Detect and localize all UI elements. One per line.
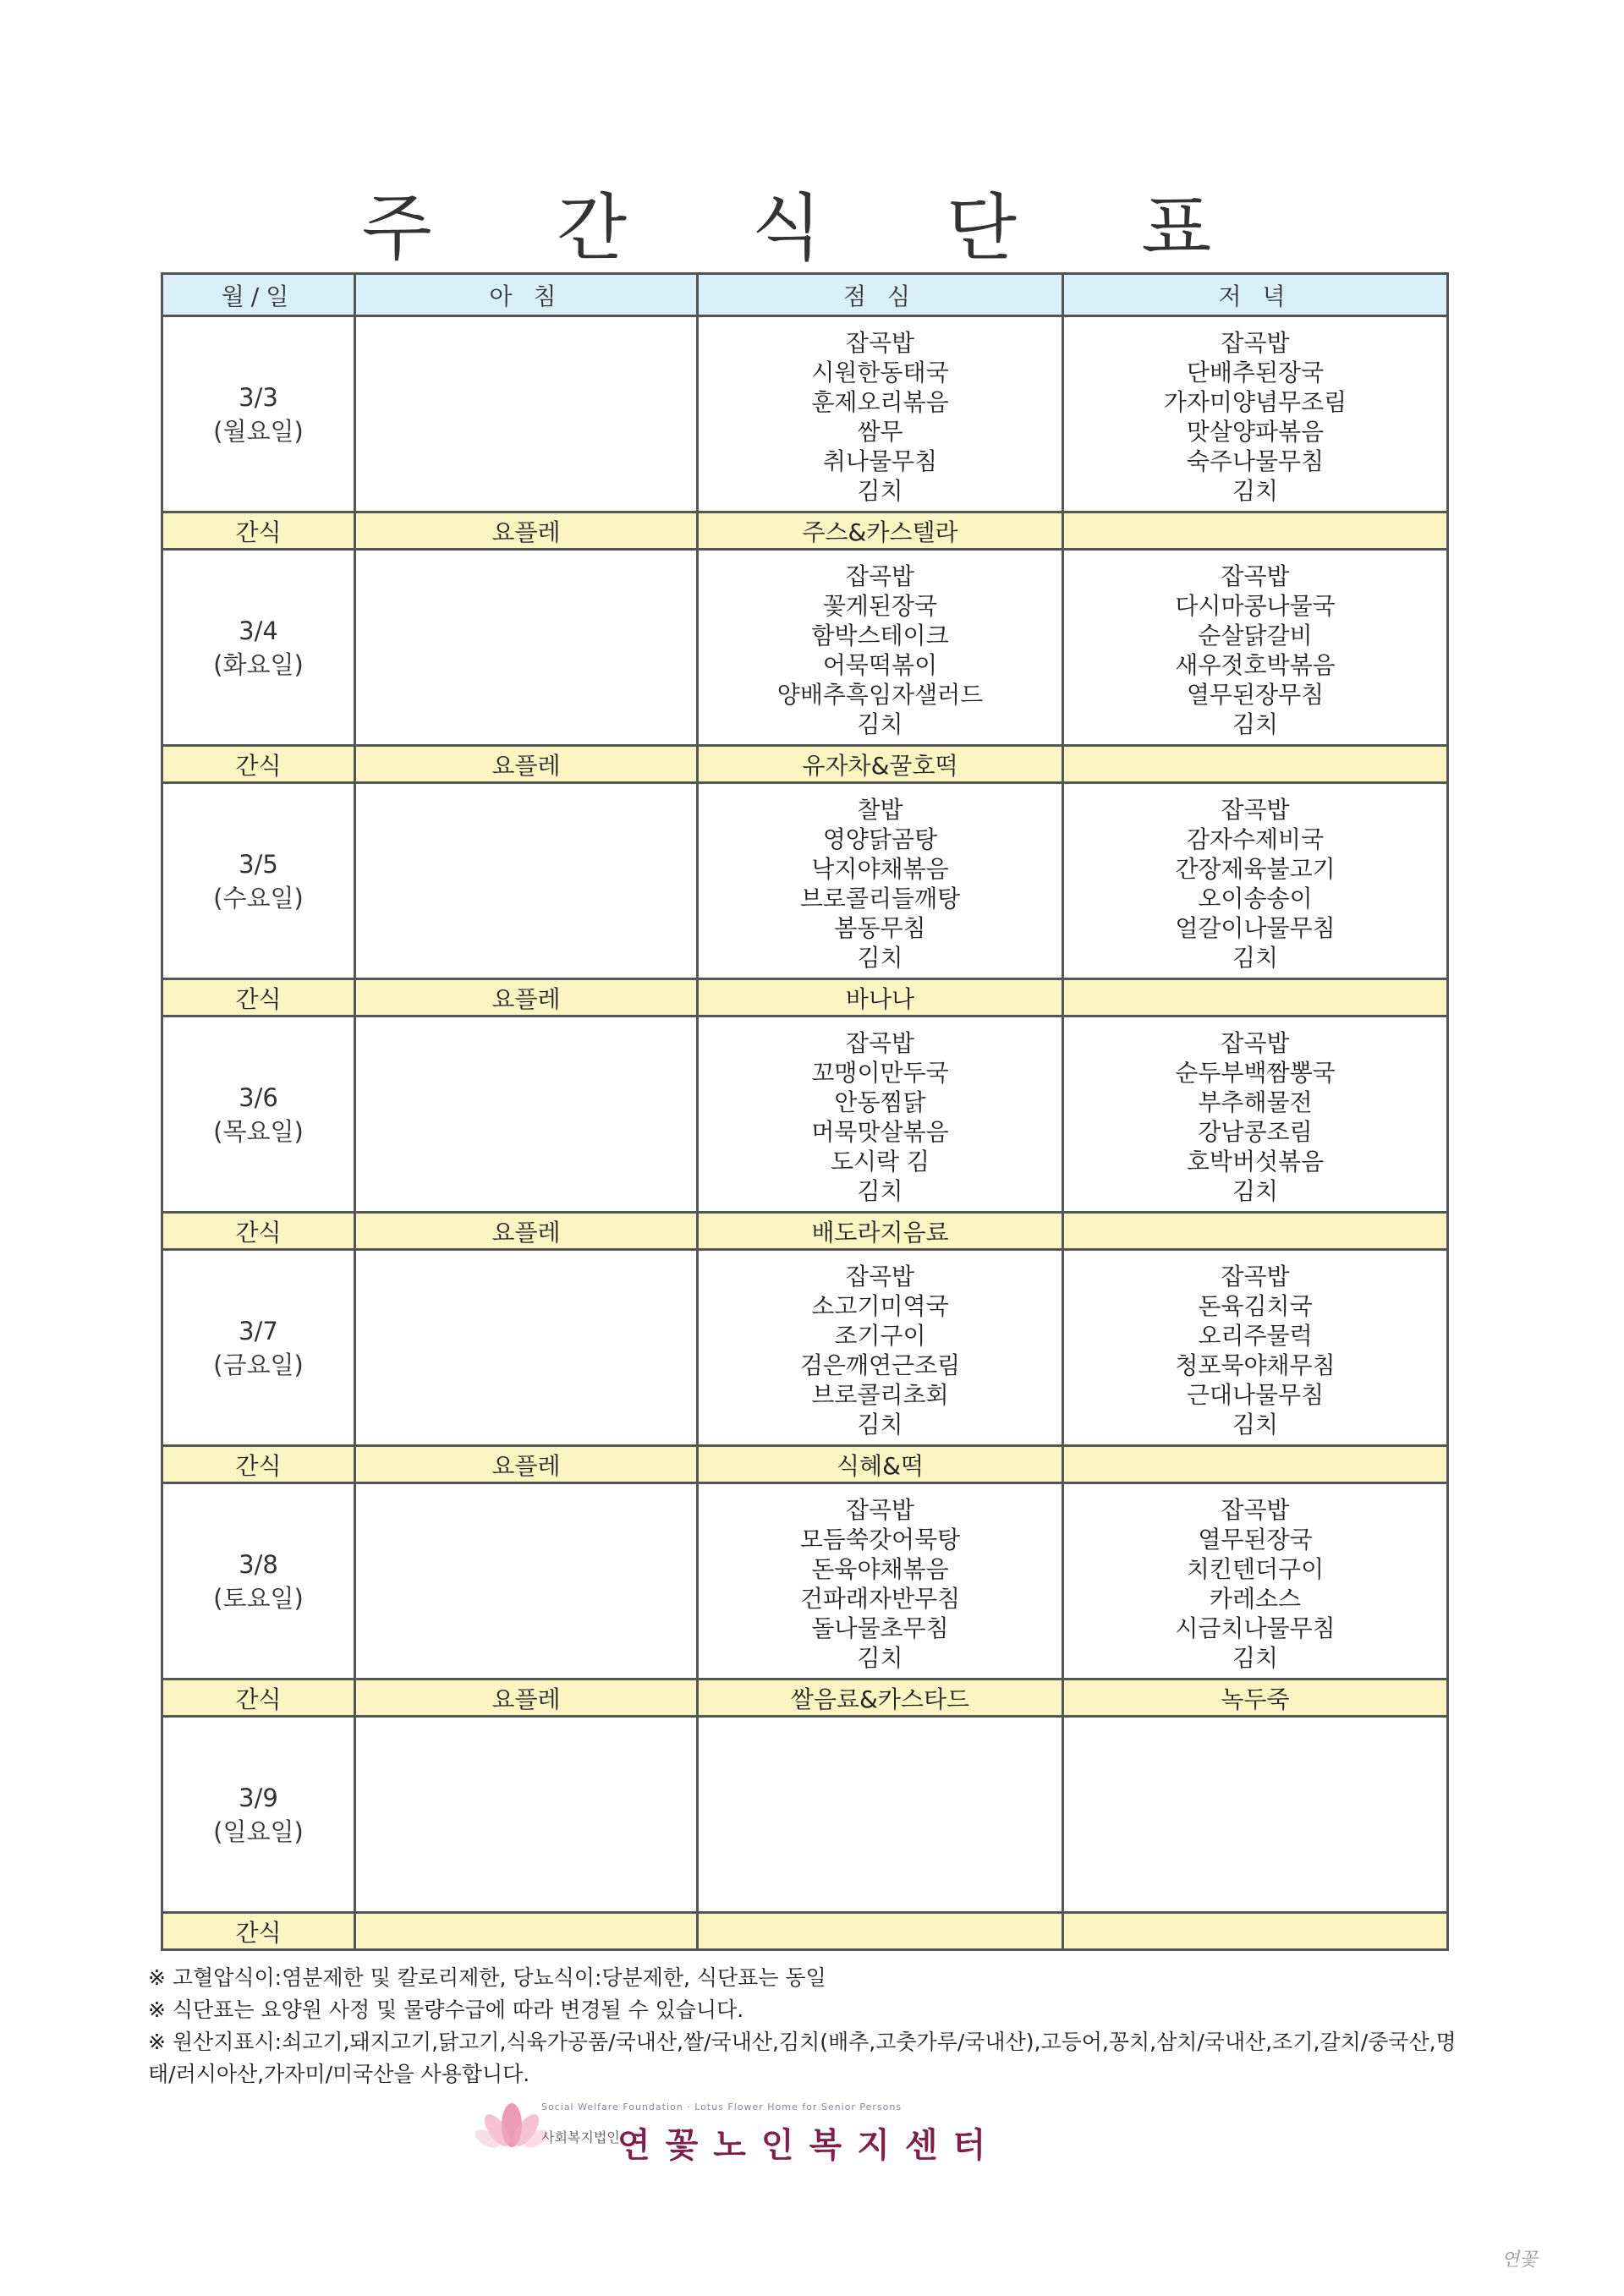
lunch-cell [698,1250,1063,1446]
dinner-dish: 새우젓호박볶음 [1175,650,1336,679]
snack-row [162,746,1448,783]
breakfast-cell [355,783,698,979]
dinner-dish: 가자미양념무조림 [1163,387,1347,416]
lunch-dish: 브로콜리초회 [811,1380,949,1409]
dinner-dish: 호박버섯볶음 [1186,1147,1325,1175]
snack-lunch: 유자차&꿀호떡 [698,746,1063,783]
page-title: 주 간 식 단 표 [361,186,1263,271]
snack-dinner [1063,512,1448,550]
snack-dinner [1063,1446,1448,1483]
day-date: 3/9 [239,1783,278,1812]
snack-row [162,1913,1448,1950]
dinner-cell [1063,783,1448,979]
dinner-cell [1063,316,1448,512]
dinner-cell [1063,1016,1448,1213]
snack-breakfast: 요플레 [355,746,698,783]
header-dinner: 저 녁 [1063,274,1448,316]
snack-row [162,512,1448,550]
lunch-dish: 취나물무침 [822,447,938,475]
dinner-dish: 잡곡밥 [1221,1262,1290,1290]
breakfast-cell [355,1250,698,1446]
day-date: 3/6 [239,1082,278,1112]
snack-label: 간식 [162,746,355,783]
table-header-row [162,274,1448,316]
dinner-dish: 잡곡밥 [1221,795,1290,824]
dinner-dish: 청포묵야채무침 [1175,1351,1336,1379]
snack-breakfast: 요플레 [355,512,698,550]
lunch-cell [698,1483,1063,1680]
dinner-dish: 잡곡밥 [1221,1495,1290,1524]
snack-row [162,979,1448,1016]
lunch-dish: 조기구이 [834,1321,926,1350]
notes [148,1962,1468,2091]
day-weekday: (토요일) [213,1583,304,1613]
lunch-dish: 머묵맛살볶음 [811,1117,949,1146]
lunch-dish: 돈육야채볶음 [811,1554,949,1583]
dinner-dish: 부추해물전 [1198,1088,1313,1116]
dinner-dish: 치킨텐더구이 [1186,1554,1325,1583]
day-weekday: (목요일) [213,1116,304,1146]
header-day: 월/일 [162,274,355,316]
dinner-dish: 돈육김치국 [1198,1291,1313,1320]
breakfast-cell [355,1717,698,1913]
lunch-dish: 김치 [857,476,903,505]
dinner-dish: 얼갈이나물무침 [1175,913,1336,942]
dinner-dish: 열무된장무침 [1186,680,1325,709]
dinner-dish: 잡곡밥 [1221,1028,1290,1057]
dinner-dish: 순살닭갈비 [1198,621,1313,649]
day-row [162,783,1448,979]
dinner-dish: 근대나물무침 [1186,1380,1325,1409]
day-date: 3/3 [239,382,278,412]
snack-dinner [1063,746,1448,783]
lunch-dish: 꼬맹이만두국 [811,1058,949,1087]
snack-dinner [1063,979,1448,1016]
dinner-cell [1063,1250,1448,1446]
lunch-dish: 돌나물초무침 [811,1614,949,1642]
dinner-dish: 단배추된장국 [1186,358,1325,386]
snack-breakfast [355,1913,698,1950]
lunch-dish: 잡곡밥 [845,1262,915,1290]
lunch-dish: 영양닭곰탕 [822,825,938,853]
lunch-cell [698,550,1063,746]
dinner-dish: 김치 [1232,1410,1279,1438]
snack-row [162,1680,1448,1717]
dinner-dish: 김치 [1232,710,1279,738]
snack-lunch: 주스&카스텔라 [698,512,1063,550]
lunch-dish: 훈제오리볶음 [811,387,949,416]
dinner-dish: 맛살양파볶음 [1186,417,1325,446]
snack-dinner [1063,1913,1448,1950]
snack-dinner [1063,1213,1448,1250]
day-cell [162,1250,355,1446]
dinner-dish: 김치 [1232,1643,1279,1672]
snack-lunch: 쌀음료&카스타드 [698,1680,1063,1717]
dinner-cell [1063,1717,1448,1913]
snack-label: 간식 [162,1680,355,1717]
snack-lunch [698,1913,1063,1950]
lunch-dish: 어묵떡볶이 [822,650,938,679]
day-date: 3/7 [239,1316,278,1345]
lunch-dish: 봄동무침 [834,913,926,942]
dinner-dish: 열무된장국 [1198,1525,1313,1553]
header-lunch: 점 심 [698,274,1063,316]
snack-row [162,1446,1448,1483]
dinner-dish: 순두부백짬뽕국 [1175,1058,1336,1087]
lunch-dish: 김치 [857,943,903,972]
lunch-dish: 잡곡밥 [845,1495,915,1524]
breakfast-cell [355,316,698,512]
snack-lunch: 배도라지음료 [698,1213,1063,1250]
breakfast-cell [355,1016,698,1213]
dinner-dish: 간장제육불고기 [1175,854,1336,883]
note-diet: ※ 고혈압식이:염분제한 및 칼로리제한, 당뇨식이:당분제한, 식단표는 동일 [148,1965,826,1990]
snack-breakfast: 요플레 [355,1213,698,1250]
lunch-dish: 함박스테이크 [811,621,949,649]
lunch-dish: 김치 [857,1410,903,1438]
snack-label: 간식 [162,979,355,1016]
day-date: 3/8 [239,1549,278,1579]
lunch-dish: 안동찜닭 [834,1088,926,1116]
lunch-dish: 김치 [857,710,903,738]
dinner-dish: 다시마콩나물국 [1175,591,1336,620]
dinner-dish: 시금치나물무침 [1175,1614,1336,1642]
lunch-cell [698,316,1063,512]
dinner-dish: 오이송송이 [1198,884,1313,912]
dinner-dish: 잡곡밥 [1221,562,1290,590]
dinner-dish: 오리주물럭 [1198,1321,1313,1350]
lunch-dish: 낙지야채볶음 [811,854,949,883]
lunch-dish: 시원한동태국 [811,358,949,386]
lunch-dish: 모듬쑥갓어묵탕 [799,1525,961,1553]
day-weekday: (수요일) [213,883,304,912]
snack-label: 간식 [162,1913,355,1950]
lunch-dish: 김치 [857,1643,903,1672]
day-row [162,1016,1448,1213]
lunch-dish: 양배추흑임자샐러드 [776,680,984,709]
lunch-cell [698,1016,1063,1213]
lunch-dish: 김치 [857,1176,903,1205]
day-row [162,1483,1448,1680]
dinner-cell [1063,1483,1448,1680]
dinner-dish: 김치 [1232,1176,1279,1205]
center-logo [474,2093,1116,2165]
snack-label: 간식 [162,512,355,550]
day-cell [162,1483,355,1680]
lunch-dish: 브로콜리들깨탕 [799,884,961,912]
lunch-dish: 건파래자반무침 [799,1584,961,1613]
snack-breakfast: 요플레 [355,1446,698,1483]
lunch-dish: 잡곡밥 [845,1028,915,1057]
day-row [162,1717,1448,1913]
day-weekday: (금요일) [213,1350,304,1379]
lunch-dish: 꽃게된장국 [822,591,938,620]
dinner-dish: 잡곡밥 [1221,328,1290,357]
day-cell [162,783,355,979]
day-date: 3/4 [239,616,278,645]
snack-breakfast: 요플레 [355,1680,698,1717]
logo-name: 연꽃노인복지센터 [617,2126,1001,2165]
dinner-cell [1063,550,1448,746]
snack-label: 간식 [162,1446,355,1483]
day-weekday: (일요일) [213,1817,304,1846]
lunch-cell [698,783,1063,979]
dinner-dish: 강남콩조림 [1198,1117,1313,1146]
lotus-flower-icon [474,2100,550,2151]
snack-lunch: 식혜&떡 [698,1446,1063,1483]
lunch-dish: 잡곡밥 [845,328,915,357]
menu-body [162,316,1448,1950]
breakfast-cell [355,550,698,746]
lunch-dish: 잡곡밥 [845,562,915,590]
lunch-dish: 검은깨연근조림 [799,1351,961,1379]
weekly-menu-table [161,272,1449,1951]
note-change: ※ 식단표는 요양원 사정 및 물량수급에 따라 변경될 수 있습니다. [148,1997,744,2022]
day-date: 3/5 [239,849,278,879]
lunch-dish: 소고기미역국 [811,1291,949,1320]
breakfast-cell [355,1483,698,1680]
lunch-cell [698,1717,1063,1913]
day-weekday: (화요일) [213,649,304,679]
note-origin: ※ 원산지표시:쇠고기,돼지고기,닭고기,식육가공품/국내산,쌀/국내산,김치(배추,고춧가루/국내산),고등어,꽁치,삼치/국내산,조기,갈치/중국산,명태/러시아산,가자미/미국산을 사용합니다. [148,2030,1457,2086]
day-cell [162,1717,355,1913]
logo-foundation: 사회복지법인 [541,2129,620,2145]
day-cell [162,550,355,746]
logo-english: Social Welfare Foundation · Lotus Flower Home for Senior Persons [541,2101,903,2112]
day-row [162,1250,1448,1446]
header-breakfast: 아 침 [355,274,698,316]
day-row [162,550,1448,746]
day-cell [162,316,355,512]
dinner-dish: 감자수제비국 [1186,825,1325,853]
day-cell [162,1016,355,1213]
snack-label: 간식 [162,1213,355,1250]
dinner-dish: 김치 [1232,476,1279,505]
snack-row [162,1213,1448,1250]
corner-watermark: 연꽃 [1501,2249,1538,2271]
snack-dinner: 녹두죽 [1063,1680,1448,1717]
snack-breakfast: 요플레 [355,979,698,1016]
lunch-dish: 쌈무 [857,417,903,446]
dinner-dish: 숙주나물무침 [1186,447,1325,475]
lunch-dish: 찰밥 [857,795,903,824]
day-row [162,316,1448,512]
day-weekday: (월요일) [213,416,304,446]
dinner-dish: 김치 [1232,943,1279,972]
lunch-dish: 도시락 김 [830,1147,930,1175]
dinner-dish: 카레소스 [1209,1584,1302,1613]
snack-lunch: 바나나 [698,979,1063,1016]
